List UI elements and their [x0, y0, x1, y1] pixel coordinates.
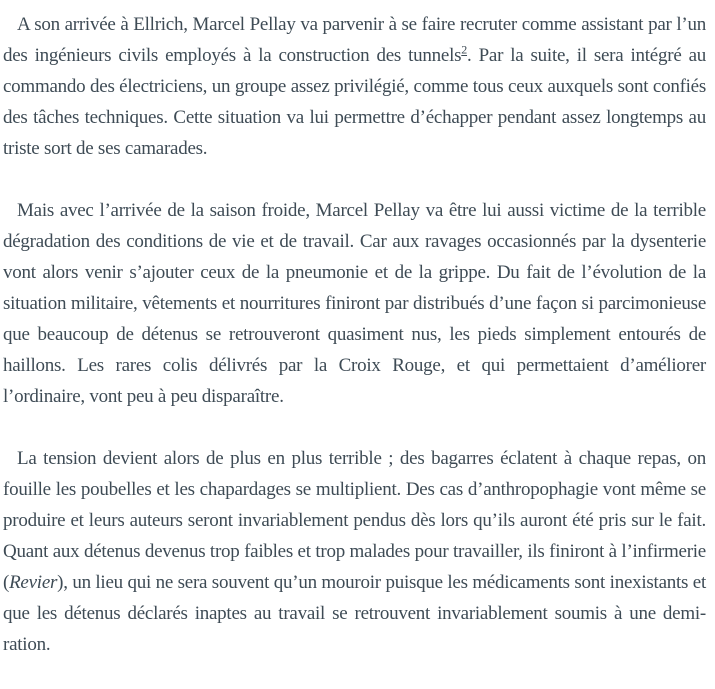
paragraph-3-text-after-italic: ), un lieu qui ne sera souvent qu’un mouroir puisque les médicaments sont inexistants et que les détenus déclarés inaptes au travail se retrouvent invariablement soumis à une demi-ration. [3, 572, 706, 655]
paragraph-1-text-after-footnote: . Par la suite, il sera intégré au commando des électriciens, un groupe assez privilégié, comme tous ceux auxquels sont confiés des tâches techniques. Cette situation va lui permettre d’échapper pendant assez longtemps au triste sort de ses camarades. [3, 45, 707, 159]
paragraph-2-text: Mais avec l’arrivée de la saison froide, Marcel Pellay va être lui aussi victime de la terrible dégradation des conditions de vie et de travail. Car aux ravages occasionnés par la dysenterie vont alors venir s’ajouter ceux de la pneumonie et de la grippe. Du fait de l’évolution de la situation militaire, vêtements et nourritures finiront par distribués d’une façon si parcimonieuse que beaucoup de détenus se retrouveront quasiment nus, les pieds simplement entourés de haillons. Les rares colis délivrés par la Croix Rouge, et qui permettaient d’améliorer l’ordinaire, vont peu à peu disparaître. [3, 200, 706, 407]
paragraph-1-text-before-footnote: A son arrivée à Ellrich, Marcel Pellay va parvenir à se faire recruter comme assistant par l’un des ingénieurs civils employés à la construction des tunnels [3, 14, 706, 66]
footnote-2-link[interactable]: 2 [461, 42, 468, 57]
document-page [3, 9, 706, 660]
paragraph-3 [3, 443, 706, 660]
paragraph-3-text-before-italic: La tension devient alors de plus en plus terrible ; des bagarres éclatent à chaque repas, on fouille les poubelles et les chapardages se multiplient. Des cas d’anthropophagie vont même se produire et leurs auteurs seront invariablement pendus dès lors qu’ils auront été pris sur le fait. Quant aux détenus devenus trop faibles et trop malades pour travailler, ils finiront à l’infirmerie ( [3, 448, 706, 593]
paragraph-1 [3, 9, 706, 164]
paragraph-2 [3, 195, 706, 412]
revier-italic-term: Revier [9, 572, 58, 593]
